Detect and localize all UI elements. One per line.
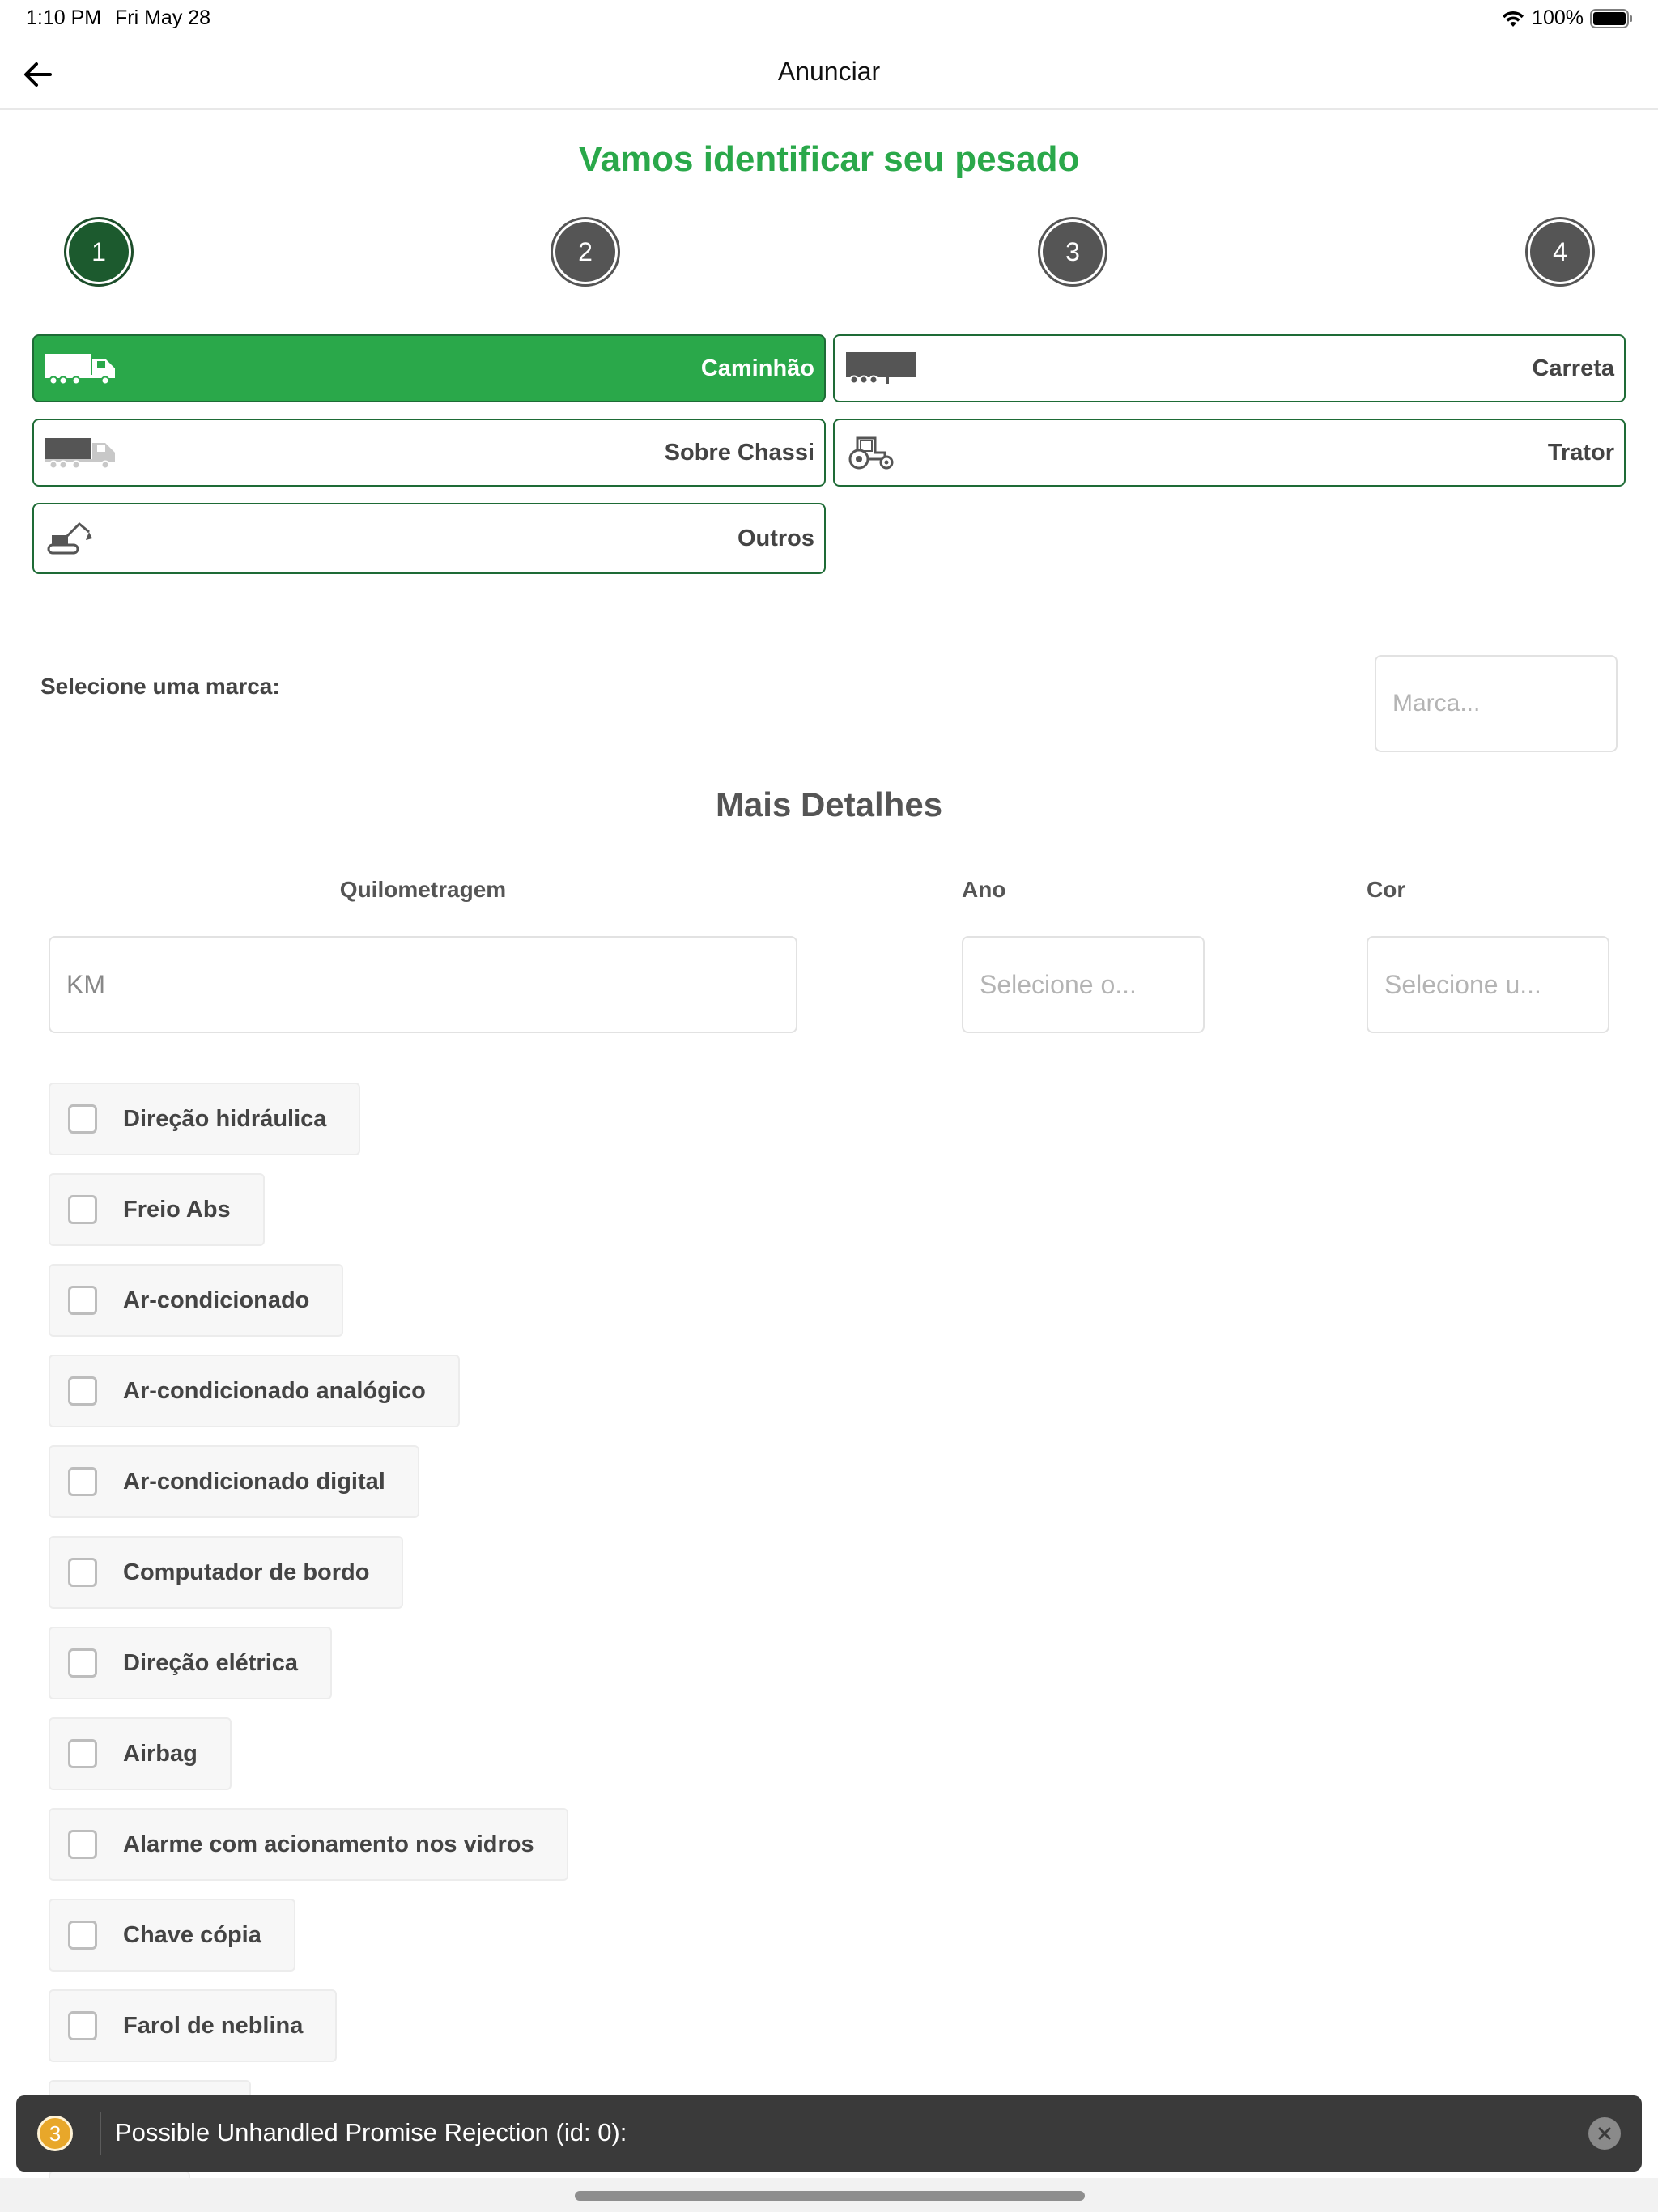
step-3 (1038, 217, 1107, 287)
step-number: 4 (1530, 222, 1590, 282)
step-4 (1525, 217, 1595, 287)
checkbox[interactable] (68, 2011, 97, 2040)
status-date: Fri May 28 (115, 6, 211, 29)
year-label: Ano (962, 877, 1006, 902)
toast-divider (100, 2112, 101, 2155)
step-2 (551, 217, 620, 287)
step-number: 2 (555, 222, 615, 282)
toast-message: Possible Unhandled Promise Rejection (id: 0): (115, 2118, 627, 2146)
option-label: Ar-condicionado analógico (123, 1377, 426, 1404)
vehicle-type-outros[interactable] (32, 503, 826, 574)
details-section-title: Mais Detalhes (715, 785, 943, 823)
status-indicators (1501, 6, 1634, 30)
option-alarme-vidros[interactable] (49, 1808, 568, 1881)
vehicle-type-sobre-chassi[interactable] (32, 419, 826, 487)
option-label: Computador de bordo (123, 1559, 370, 1585)
color-label: Cor (1367, 877, 1406, 902)
vehicle-type-caminhao[interactable] (32, 334, 826, 402)
color-select[interactable]: Selecione u... (1367, 936, 1609, 1033)
chassis-truck-icon (44, 435, 118, 470)
vehicle-type-label: Outros (737, 525, 814, 551)
checkbox[interactable] (68, 1376, 97, 1406)
option-airbag[interactable] (49, 1717, 232, 1790)
vehicle-type-label: Caminhão (700, 355, 814, 381)
year-select[interactable]: Selecione o... (962, 936, 1205, 1033)
option-freio-abs[interactable] (49, 1173, 265, 1246)
battery-percent: 100% (1532, 6, 1584, 29)
option-label: Direção hidráulica (123, 1105, 327, 1132)
checkbox[interactable] (68, 1467, 97, 1496)
vehicle-type-label: Sobre Chassi (664, 439, 814, 466)
km-label: Quilometragem (339, 877, 507, 902)
trailer-icon (844, 351, 919, 386)
option-label: Freio Abs (123, 1196, 231, 1223)
status-time: 1:10 PM (26, 6, 102, 29)
header-title: Anunciar (777, 57, 881, 86)
checkbox[interactable] (68, 1739, 97, 1768)
option-label: Chave cópia (123, 1921, 261, 1948)
option-label: Alarme com acionamento nos vidros (123, 1831, 534, 1857)
toast-close-button[interactable] (1588, 2117, 1621, 2150)
option-direcao-eletrica[interactable] (49, 1627, 332, 1699)
close-icon (1597, 2126, 1612, 2141)
excavator-icon (44, 521, 118, 556)
option-ar-condicionado[interactable] (49, 1264, 343, 1337)
step-number: 1 (69, 222, 129, 282)
page-title: Vamos identificar seu pesado (578, 139, 1080, 179)
checkbox[interactable] (68, 1830, 97, 1859)
vehicle-type-label: Trator (1547, 439, 1614, 466)
option-label: Direção elétrica (123, 1649, 299, 1676)
vehicle-type-label: Carreta (1532, 355, 1614, 381)
home-indicator[interactable] (575, 2191, 1085, 2201)
checkbox[interactable] (68, 1104, 97, 1134)
error-toast[interactable] (16, 2095, 1642, 2172)
checkbox[interactable] (68, 1921, 97, 1950)
status-bar (0, 0, 1658, 39)
nav-header (0, 39, 1658, 110)
option-label: Airbag (123, 1740, 198, 1767)
truck-icon (44, 351, 118, 386)
vehicle-type-carreta[interactable] (833, 334, 1626, 402)
option-label: Ar-condicionado digital (123, 1468, 385, 1495)
battery-icon (1590, 8, 1634, 29)
error-count-badge: 3 (37, 2116, 73, 2151)
option-ar-condicionado-analogico[interactable] (49, 1355, 460, 1427)
checkbox[interactable] (68, 1286, 97, 1315)
option-chave-copia[interactable] (49, 1899, 295, 1972)
km-input[interactable] (49, 936, 797, 1033)
brand-select[interactable]: Marca... (1375, 655, 1618, 752)
brand-label: Selecione uma marca: (40, 674, 280, 699)
checkbox[interactable] (68, 1558, 97, 1587)
step-number: 3 (1043, 222, 1103, 282)
option-computador-de-bordo[interactable] (49, 1536, 403, 1609)
wifi-icon (1501, 9, 1525, 28)
option-ar-condicionado-digital[interactable] (49, 1445, 419, 1518)
checkbox[interactable] (68, 1648, 97, 1678)
vehicle-type-trator[interactable] (833, 419, 1626, 487)
option-label: Ar-condicionado (123, 1287, 310, 1313)
option-label: Farol de neblina (123, 2012, 304, 2039)
tractor-icon (844, 435, 919, 470)
checkbox[interactable] (68, 1195, 97, 1224)
option-farol-de-neblina[interactable] (49, 1989, 337, 2062)
option-direcao-hidraulica[interactable] (49, 1083, 360, 1155)
step-1 (64, 217, 134, 287)
